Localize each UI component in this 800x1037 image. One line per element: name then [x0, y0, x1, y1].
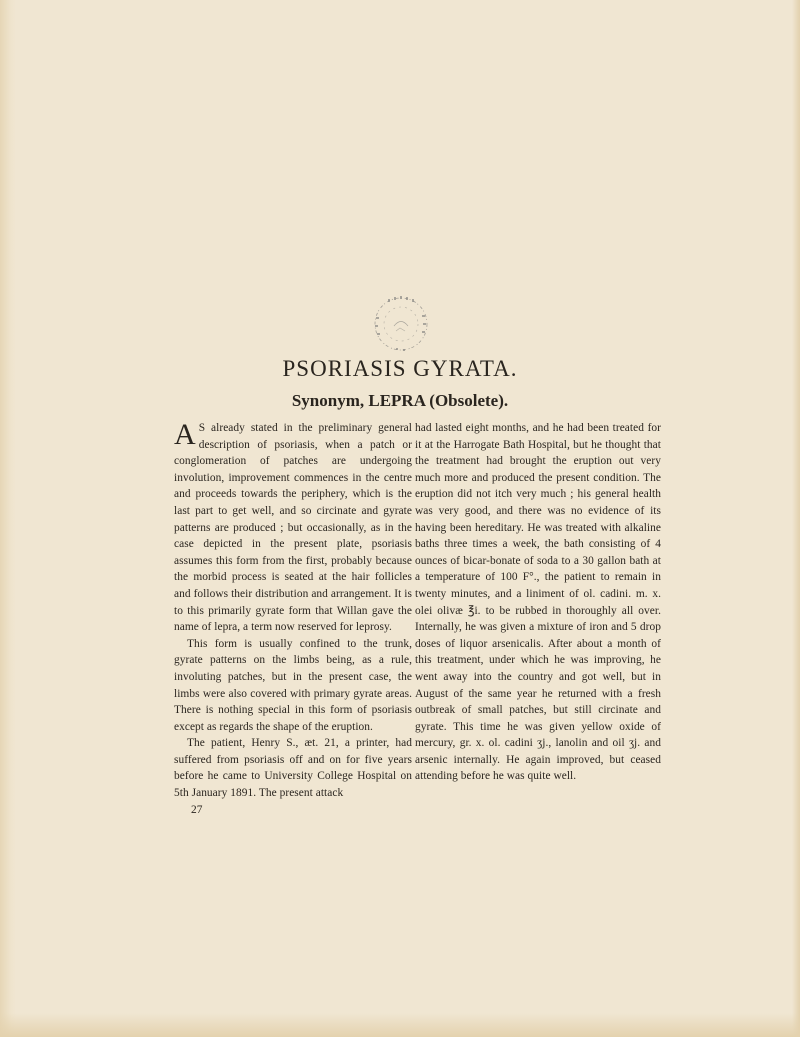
page-edge-bottom	[0, 1013, 800, 1037]
drop-cap: A	[174, 418, 196, 451]
text-column-left	[174, 420, 412, 818]
page-subtitle: Synonym, LEPRA (Obsolete).	[291, 391, 509, 410]
paragraph	[174, 420, 412, 636]
paragraph-text: S already stated in the preliminary general description of psoriasis, when a patch or conglomeration of patches are undergoing involution, improvement commences in the centre and proceeds towards the periphery, which is the last part to get well, and so circinate and gyrate patterns are produced ; but occasionally, as in the case depicted in the present plate, psoriasis assumes this form from the first, probably because the morbid process is seated at the hair follicles and follows their distribution and arrangement. It is to this primarily gyrate form that Willan gave the name of lepra, a term now reserved for leprosy.	[174, 422, 412, 634]
paragraph: This form is usually confined to the trunk, gyrate patterns on the limbs being, as a rule, involuting patches, but in the present case, the limbs were also covered with primary gyrate areas. There is nothing special in this form of psoriasis except as regards the shape of the eruption.	[174, 637, 412, 733]
page-title: PSORIASIS GYRATA.	[282, 356, 518, 381]
text-column-right	[415, 420, 661, 785]
paragraph: had lasted eight months, and he had been treated for it at the Harrogate Bath Hospital, but he thought that the treatment had brought the eruption out very much more and produced the present condition. The eruption did not itch very much ; his general health was very good, and there was no evidence of its having been hereditary. He was treated with alkaline baths three times a week, the bath consisting of 4 ounces of bicar-bonate of soda to a 30 gallon bath at a temperature of 100 F°., the patient to remain in twenty minutes, and a liniment of ol. cadini. m. x. olei olivæ ℥i. to be rubbed in thoroughly all over. Internally, he was given a mixture of iron and 5 drop doses of liquor arsenicalis. After about a month of this treatment, under which he was improving, he went away into the country and got well, but in August of the same year he returned with a fresh outbreak of small patches, but still circinate and gyrate. This time he was given yellow oxide of mercury, gr. x. ol. cadini ʒj., lanolin and oil ʒj. and arsenic internally. He again improved, but ceased attending before he was quite well.	[415, 422, 661, 783]
page-edge-right	[792, 0, 800, 1037]
page-edge-left	[0, 0, 16, 1037]
library-stamp-icon	[370, 293, 432, 355]
paragraph: The patient, Henry S., æt. 21, a printer, had suffered from psoriasis off and on for five years before he came to University College Hospital on 5th January 1891. The present attack	[174, 737, 412, 800]
page-number: 27	[191, 803, 203, 816]
